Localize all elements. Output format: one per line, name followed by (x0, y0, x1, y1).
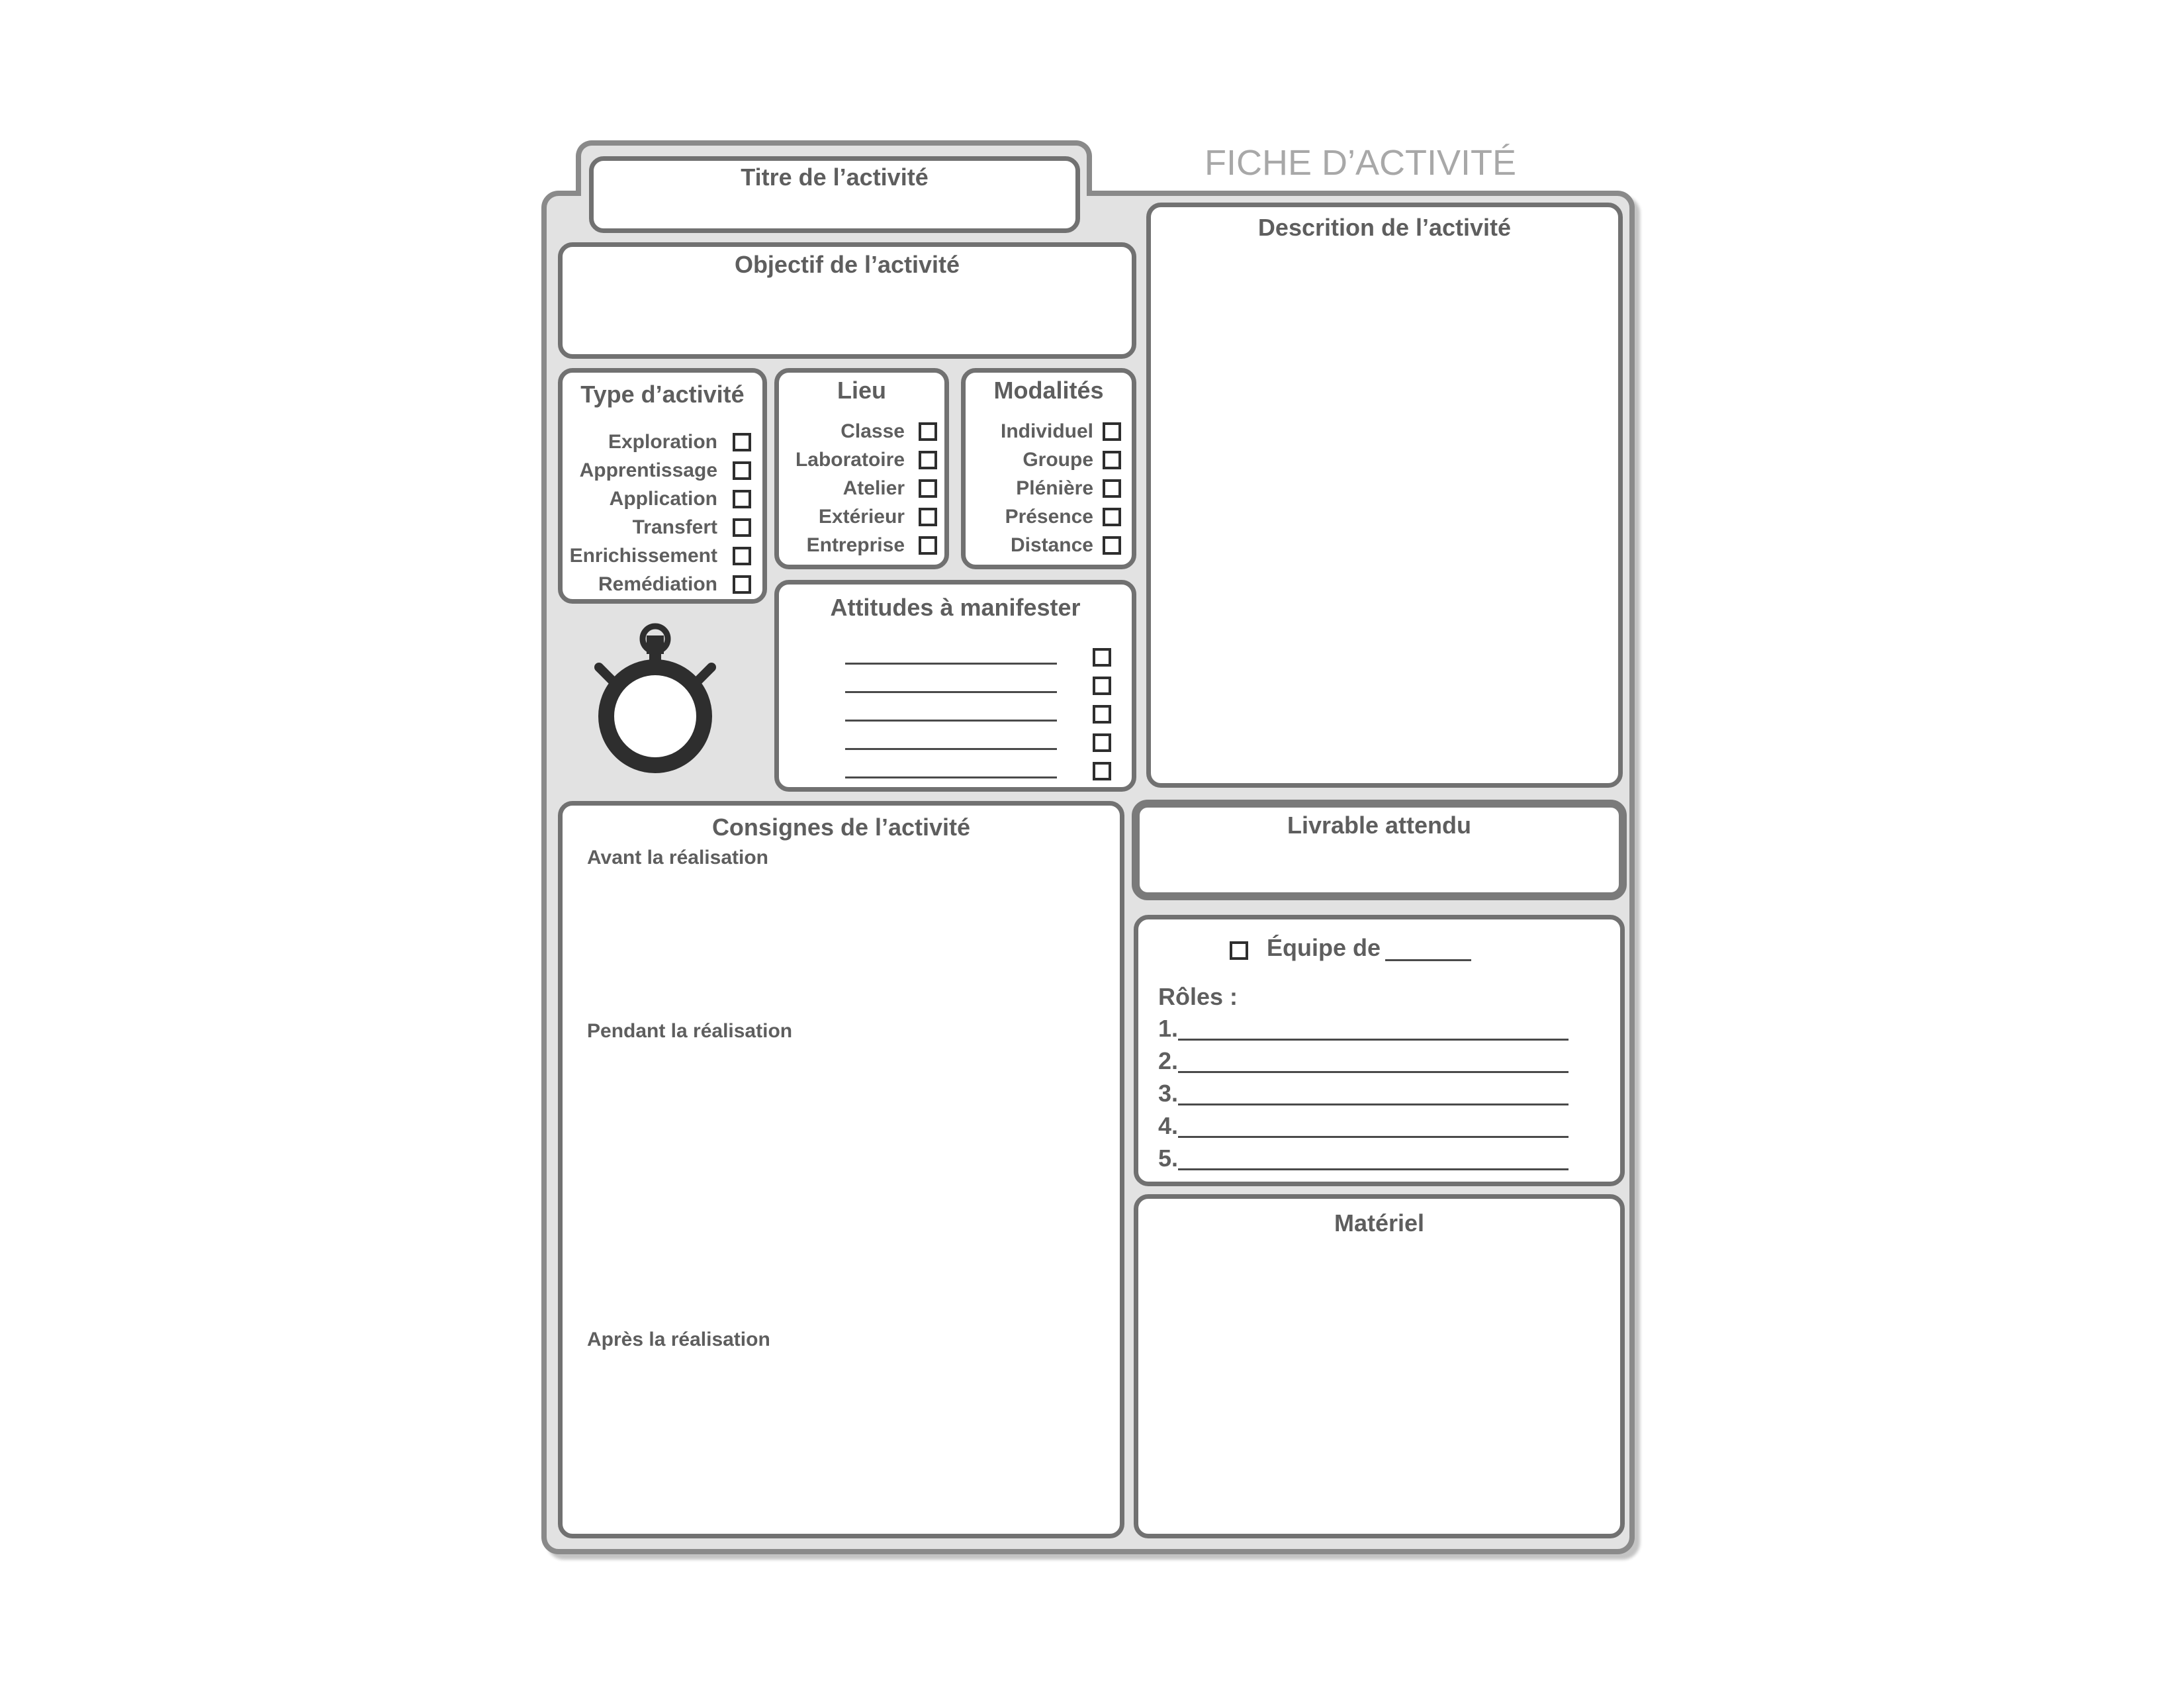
objectif-label: Objectif de l’activité (734, 251, 960, 278)
modalites-option-label: Présence (1005, 506, 1093, 528)
roles-label: Rôles : (1158, 983, 1238, 1010)
equipe-size-line[interactable] (1385, 959, 1471, 961)
presence-checkbox[interactable] (1103, 508, 1121, 526)
role-number: 4. (1158, 1112, 1179, 1139)
type-option-label: Apprentissage (579, 459, 717, 481)
attitude-line[interactable] (845, 776, 1057, 778)
pendant-label: Pendant la réalisation (587, 1020, 793, 1042)
classe-checkbox[interactable] (919, 422, 937, 441)
remediation-checkbox[interactable] (733, 575, 751, 594)
enrichissement-checkbox[interactable] (733, 547, 751, 565)
attitude-checkbox[interactable] (1093, 762, 1111, 780)
transfert-checkbox[interactable] (733, 518, 751, 537)
materiel-box[interactable] (1134, 1194, 1625, 1538)
description-label: Descrition de l’activité (1257, 214, 1512, 241)
lieu-option-label: Extérieur (818, 506, 905, 528)
individuel-checkbox[interactable] (1103, 422, 1121, 441)
role-number: 5. (1158, 1145, 1179, 1172)
groupe-checkbox[interactable] (1103, 451, 1121, 469)
attitude-checkbox[interactable] (1093, 677, 1111, 695)
distance-checkbox[interactable] (1103, 536, 1121, 555)
avant-label: Avant la réalisation (587, 847, 768, 868)
lieu-box (774, 368, 949, 569)
type-option-label: Transfert (632, 516, 717, 538)
role-line[interactable] (1178, 1168, 1569, 1170)
consignes-box[interactable] (558, 801, 1124, 1538)
role-number: 2. (1158, 1047, 1179, 1074)
modalites-box (961, 368, 1136, 569)
role-number: 1. (1158, 1015, 1179, 1042)
attitude-checkbox[interactable] (1093, 733, 1111, 752)
description-box[interactable] (1146, 203, 1623, 788)
attitude-line[interactable] (845, 691, 1057, 693)
attitude-checkbox[interactable] (1093, 648, 1111, 667)
page-title: FICHE D’ACTIVITÉ (1205, 143, 1517, 183)
attitude-line[interactable] (845, 748, 1057, 750)
role-line[interactable] (1178, 1071, 1569, 1073)
modalites-option-label: Individuel (1000, 420, 1093, 442)
modalites-option-label: Distance (1010, 534, 1093, 556)
objectif-box[interactable] (558, 242, 1136, 359)
type-activite-label: Type d’activité (580, 381, 745, 408)
lieu-option-label: Entreprise (806, 534, 905, 556)
lieu-label: Lieu (837, 377, 886, 404)
stopwatch-icon (586, 616, 719, 781)
role-line[interactable] (1178, 1039, 1569, 1041)
consignes-label: Consignes de l’activité (711, 814, 971, 841)
role-line[interactable] (1178, 1103, 1569, 1105)
lieu-option-label: Classe (841, 420, 905, 442)
attitude-checkbox[interactable] (1093, 705, 1111, 724)
livrable-box[interactable] (1132, 800, 1627, 900)
lieu-option-label: Atelier (842, 477, 905, 499)
type-activite-box (558, 368, 767, 604)
materiel-label: Matériel (1334, 1209, 1425, 1237)
type-option-label: Exploration (608, 431, 717, 453)
attitudes-box (774, 580, 1136, 792)
attitudes-label: Attitudes à manifester (830, 594, 1081, 621)
application-checkbox[interactable] (733, 490, 751, 508)
pleniere-checkbox[interactable] (1103, 479, 1121, 498)
role-line[interactable] (1178, 1136, 1569, 1138)
laboratoire-checkbox[interactable] (919, 451, 937, 469)
atelier-checkbox[interactable] (919, 479, 937, 498)
attitude-line[interactable] (845, 720, 1057, 722)
type-option-label: Application (609, 488, 717, 510)
livrable-label: Livrable attendu (1287, 812, 1472, 839)
titre-label: Titre de l’activité (741, 164, 929, 191)
modalites-option-label: Plénière (1016, 477, 1093, 499)
role-number: 3. (1158, 1080, 1179, 1107)
lieu-option-label: Laboratoire (795, 449, 905, 471)
equipe-box (1134, 915, 1625, 1186)
exploration-checkbox[interactable] (733, 433, 751, 451)
modalites-label: Modalités (993, 377, 1104, 404)
titre-box[interactable] (589, 156, 1080, 233)
entreprise-checkbox[interactable] (919, 536, 937, 555)
equipe-checkbox[interactable] (1230, 941, 1248, 960)
attitude-line[interactable] (845, 663, 1057, 665)
modalites-option-label: Groupe (1023, 449, 1093, 471)
apres-label: Après la réalisation (587, 1329, 770, 1350)
type-option-label: Remédiation (598, 573, 717, 595)
apprentissage-checkbox[interactable] (733, 461, 751, 480)
type-option-label: Enrichissement (569, 545, 717, 567)
exterieur-checkbox[interactable] (919, 508, 937, 526)
equipe-label: Équipe de (1267, 934, 1381, 961)
